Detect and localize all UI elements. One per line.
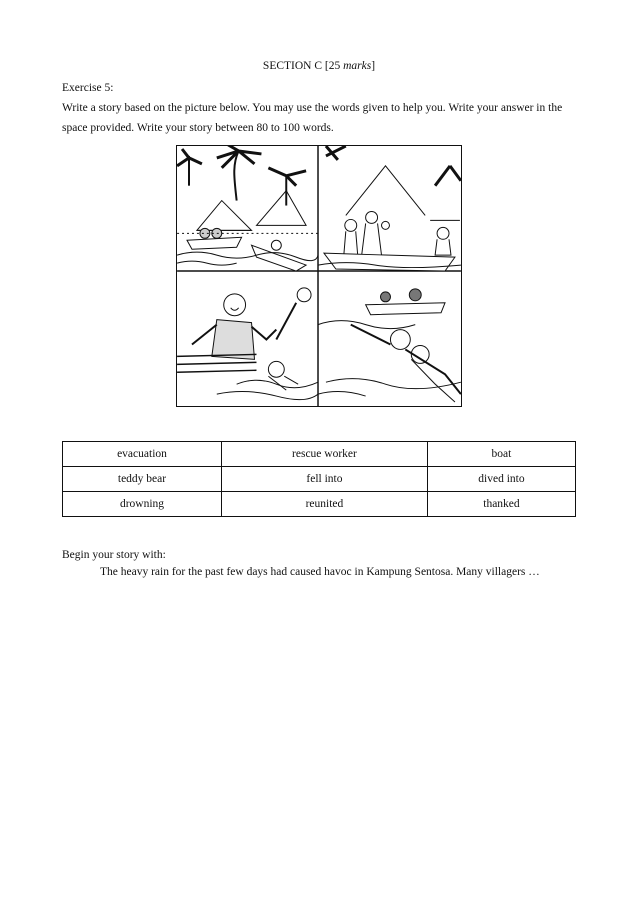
word-cell: rescue worker	[221, 442, 427, 467]
comic-illustration	[177, 146, 461, 406]
word-bank-table	[62, 441, 576, 517]
exercise-label: Exercise 5:	[62, 82, 114, 94]
marks-label: marks	[343, 60, 372, 72]
word-cell: reunited	[221, 492, 427, 517]
word-cell: drowning	[63, 492, 222, 517]
table-row	[63, 467, 576, 492]
instructions-text: Write a story based on the picture below. You may use the words given to help you. Write your answer in the space provided. Write your story between 80 to 100 words.	[62, 102, 563, 134]
comic-strip-picture	[176, 145, 462, 407]
table-row	[63, 492, 576, 517]
word-cell: boat	[427, 442, 575, 467]
section-heading: SECTION C [25 marks]	[262, 60, 376, 72]
word-cell: teddy bear	[63, 467, 222, 492]
story-starter: The heavy rain for the past few days had caused havoc in Kampung Sentosa. Many villagers …	[100, 566, 540, 578]
panel-1-flooded-village	[177, 146, 318, 271]
panel-4-rescue	[318, 289, 461, 402]
word-cell: fell into	[221, 467, 427, 492]
word-cell: thanked	[427, 492, 575, 517]
panel-2-family-in-boat	[318, 146, 461, 271]
word-cell: dived into	[427, 467, 575, 492]
table-row	[63, 442, 576, 467]
word-cell: evacuation	[63, 442, 222, 467]
panel-3-child-falls	[177, 288, 318, 400]
begin-label: Begin your story with:	[62, 549, 166, 561]
